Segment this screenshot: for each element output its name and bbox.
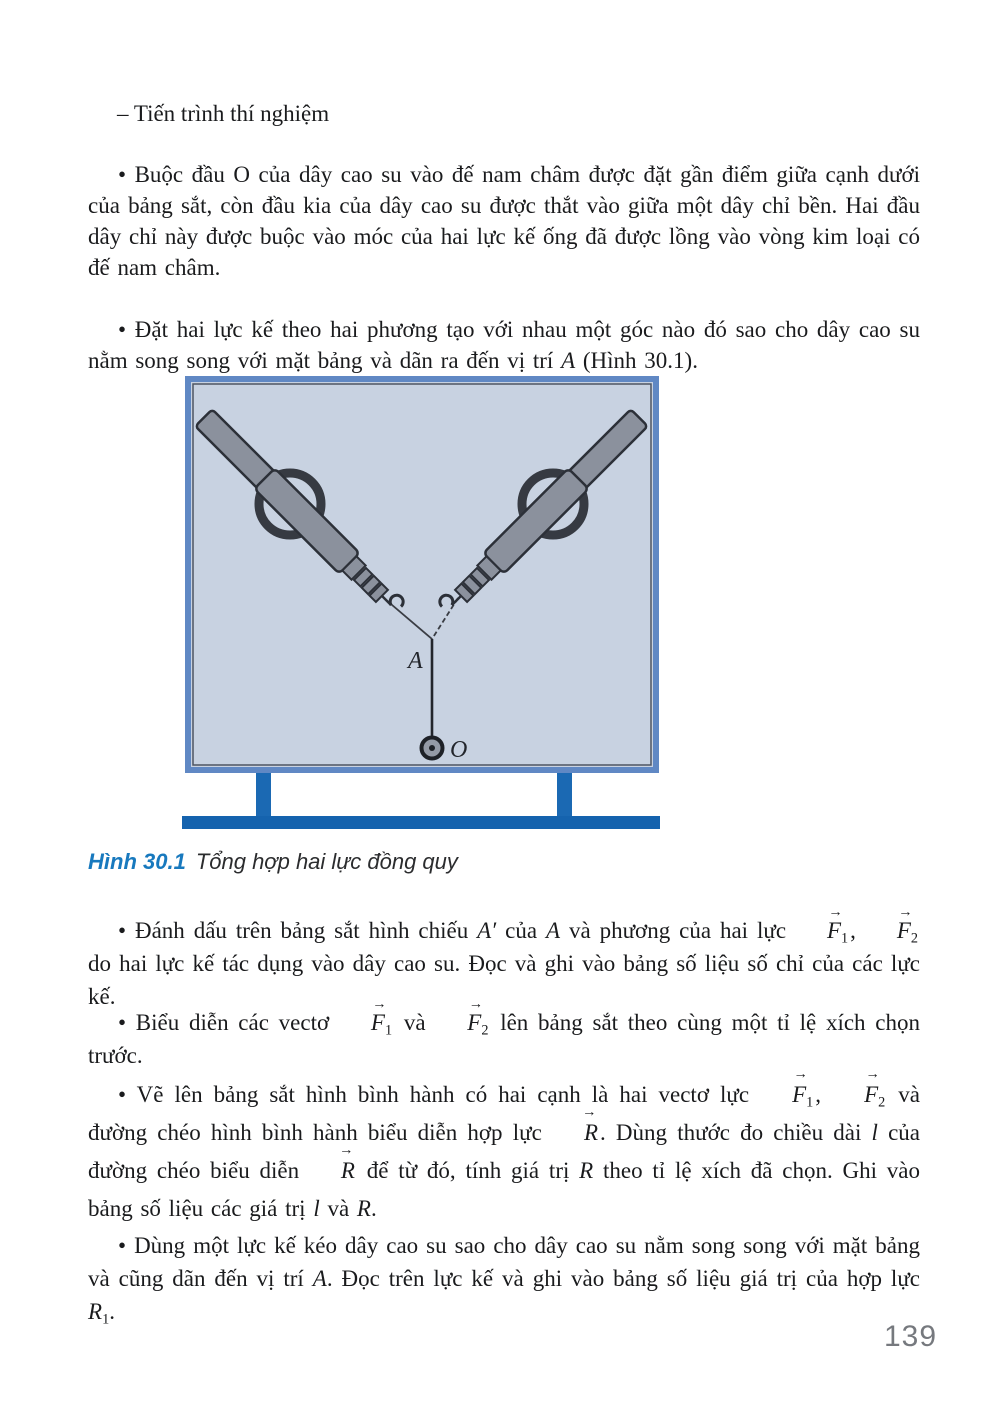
figure-30-1-drawing [180, 376, 664, 834]
section-heading: – Tiến trình thí nghiệm [117, 101, 330, 126]
procedure-step-mark-projection: • Đánh dấu trên bảng sắt hình chiếu A′ của A và phương của hai lực → $F_1$, → $F_2$ do hai lực kế tác dụng vào dây cao su. Đọc và ghi vào bảng số liệu số chỉ của các lực kế. [88, 904, 920, 1009]
procedure-step-parallelogram: • Vẽ lên bảng sắt hình bình hành có hai cạnh là hai vectơ lực → $F_1$, → $F_2$ và đường chéo hình bình hành biểu diễn hợp lực → R. Dùng thước đo chiều dài l của đường chéo biểu diễn → R để từ đó, tính giá trị R theo tỉ lệ xích đã chọn. Ghi vào bảng số liệu các giá trị l và R. [88, 1066, 920, 1221]
point-o-marker [422, 738, 443, 759]
figure-caption-text: Tổng hợp hai lực đồng quy [195, 849, 458, 874]
procedure-step-single-meter: • Dùng một lực kế kéo dây cao su sao cho dây cao su nằm song song với mặt bảng và cũng dãn đến vị trí A. Đọc trên lực kế và ghi vào bảng số liệu giá trị của hợp lực $R_1$. [88, 1233, 920, 1328]
label-point-a: A [408, 648, 423, 674]
figure-caption-number: Hình 30.1 [88, 849, 186, 874]
stand-right-leg [557, 770, 572, 822]
procedure-step-draw-vectors: • Biểu diễn các vectơ → $F_1$ và → $F_2$ lên bảng sắt theo cùng một tỉ lệ xích chọn trước. [88, 996, 920, 1068]
stand-base-bar [182, 816, 660, 829]
label-point-o: O [450, 737, 468, 763]
board-surface [188, 379, 656, 770]
stand [182, 770, 660, 829]
figure-30-1 [180, 376, 664, 834]
magnet-center-dot [429, 745, 435, 751]
procedure-step-position-force-meters: • Đặt hai lực kế theo hai phương tạo với nhau một góc nào đó sao cho dây cao su nằm song song với mặt bảng và dãn ra đến vị trí A (Hình 30.1). [88, 317, 920, 373]
page-number: 139 [884, 1320, 938, 1353]
steel-board [188, 379, 656, 770]
procedure-step-attach-rubber-band: • Buộc đầu O của dây cao su vào đế nam châm được đặt gần điểm giữa cạnh dưới của bảng sắt, còn đầu kia của dây cao su được thắt vào giữa một dây chỉ bền. Hai đầu dây chỉ này được buộc vào móc của hai lực kế ống đã được lồng vào vòng kim loại có đế nam châm. [88, 162, 920, 280]
figure-caption [88, 849, 458, 875]
stand-left-leg [256, 770, 271, 822]
